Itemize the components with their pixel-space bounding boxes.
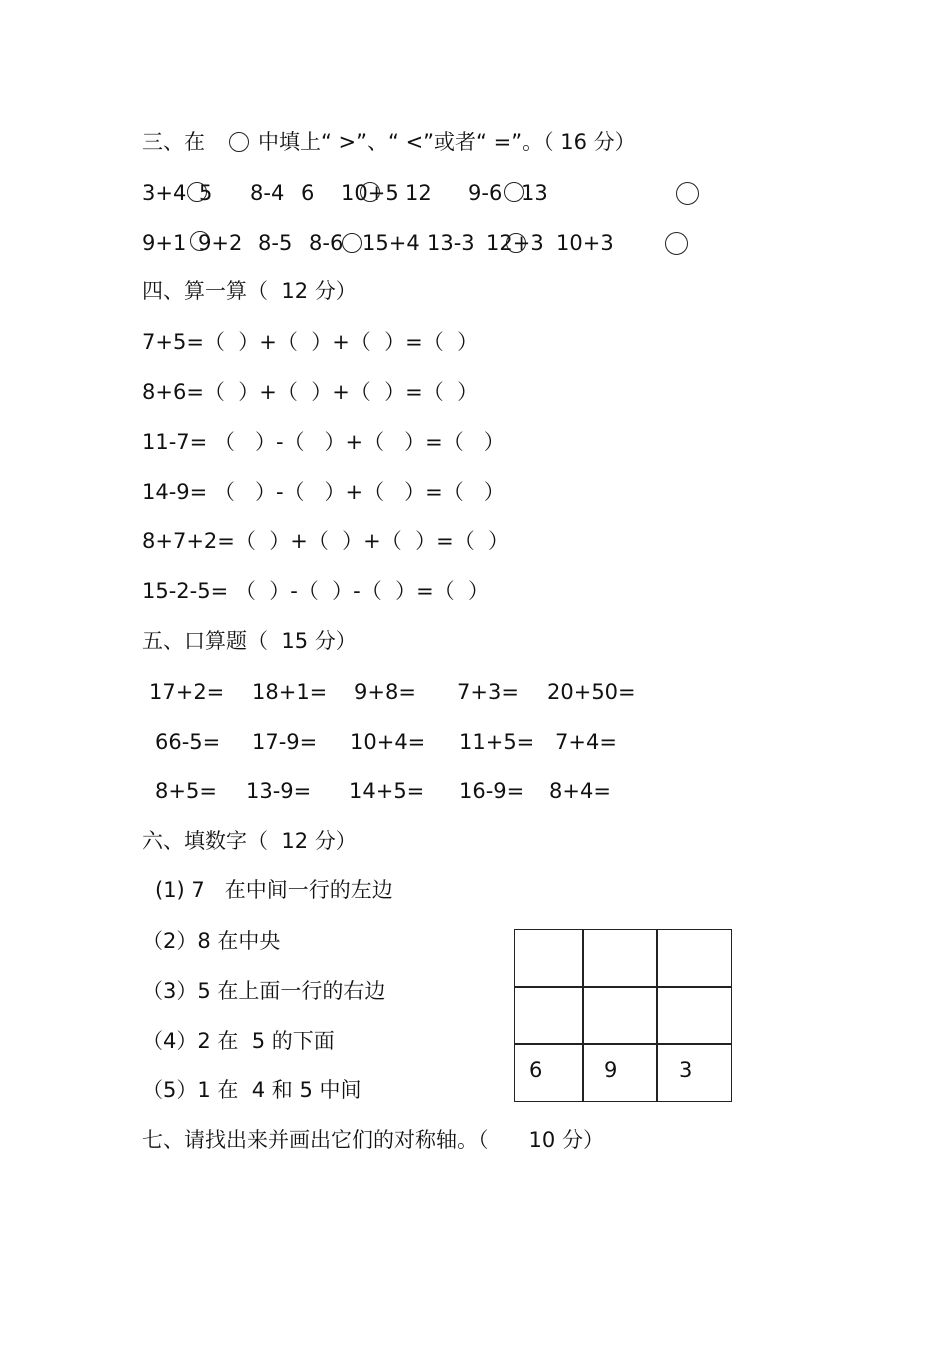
compare-right: 9+2 [198, 231, 243, 255]
mental-math-item: 20+50= [547, 680, 636, 704]
compare-left: 15+4 [362, 231, 420, 255]
compare-left: 9-6 [468, 181, 503, 205]
clue-line: （5）1 在 4 和 5 中间 [142, 1078, 362, 1102]
mental-math-item: 9+8= [354, 680, 416, 704]
compare-circle-blank[interactable] [665, 232, 688, 255]
compare-right: 5 [199, 181, 213, 205]
section6-title: 六、填数字（ 12 分） [142, 829, 357, 853]
equation-line: 8+6=（ ）+（ ）+（ ）=（ ） [142, 380, 479, 404]
compare-left: 12+3 [486, 231, 544, 255]
compare-right: 13 [521, 181, 548, 205]
grid-cell-value: 6 [529, 1058, 543, 1082]
grid-line [515, 1043, 731, 1045]
section4-title: 四、算一算（ 12 分） [142, 279, 357, 303]
mental-math-item: 7+3= [457, 680, 519, 704]
compare-circle-blank[interactable] [360, 182, 380, 202]
grid-line [515, 986, 731, 988]
mental-math-item: 17-9= [252, 730, 318, 754]
section7-title: 七、请找出来并画出它们的对称轴。（ 10 分） [142, 1128, 604, 1152]
mental-math-item: 14+5= [349, 779, 425, 803]
equation-line: 11-7= （ ）-（ ）+（ ）=（ ） [142, 430, 505, 454]
mental-math-item: 13-9= [246, 779, 312, 803]
section3-title-part1: 三、在 [142, 130, 205, 154]
mental-math-item: 16-9= [459, 779, 525, 803]
compare-left: 9+1 [142, 231, 187, 255]
equation-line: 15-2-5= （ ）-（ ）-（ ）=（ ） [142, 579, 490, 603]
compare-right: 13-3 [427, 231, 475, 255]
compare-circle-blank[interactable] [676, 182, 699, 205]
compare-right: 10+3 [556, 231, 614, 255]
clue-line: （4）2 在 5 的下面 [142, 1029, 335, 1053]
equation-line: 14-9= （ ）-（ ）+（ ）=（ ） [142, 480, 505, 504]
compare-left: 3+4 [142, 181, 187, 205]
clue-line: (1) 7 在中间一行的左边 [155, 878, 393, 902]
mental-math-item: 8+4= [549, 779, 611, 803]
clue-line: （3）5 在上面一行的右边 [142, 979, 386, 1003]
mental-math-item: 11+5= [459, 730, 535, 754]
section5-title: 五、口算题（ 15 分） [142, 629, 357, 653]
mental-math-item: 10+4= [350, 730, 426, 754]
grid-line [582, 930, 584, 1101]
compare-left: 8-5 [258, 231, 293, 255]
equation-line: 8+7+2=（ ）+（ ）+（ ）=（ ） [142, 529, 510, 553]
number-grid [514, 929, 732, 1102]
section3-title-part2: 中填上“ >”、“ <”或者“ =”。（ 16 分） [258, 130, 636, 154]
grid-cell-value: 3 [679, 1058, 693, 1082]
grid-cell-value: 9 [604, 1058, 618, 1082]
compare-right: 8-6 [309, 231, 344, 255]
circle-icon [229, 132, 249, 152]
equation-line: 7+5=（ ）+（ ）+（ ）=（ ） [142, 330, 479, 354]
clue-line: （2）8 在中央 [142, 929, 281, 953]
mental-math-item: 18+1= [252, 680, 328, 704]
mental-math-item: 17+2= [149, 680, 225, 704]
mental-math-item: 66-5= [155, 730, 221, 754]
mental-math-item: 8+5= [155, 779, 217, 803]
compare-circle-blank[interactable] [342, 233, 362, 253]
compare-left: 8-4 [250, 181, 285, 205]
compare-left: 10+5 [341, 181, 399, 205]
compare-right: 12 [405, 181, 432, 205]
mental-math-item: 7+4= [555, 730, 617, 754]
compare-right: 6 [301, 181, 315, 205]
grid-line [656, 930, 658, 1101]
